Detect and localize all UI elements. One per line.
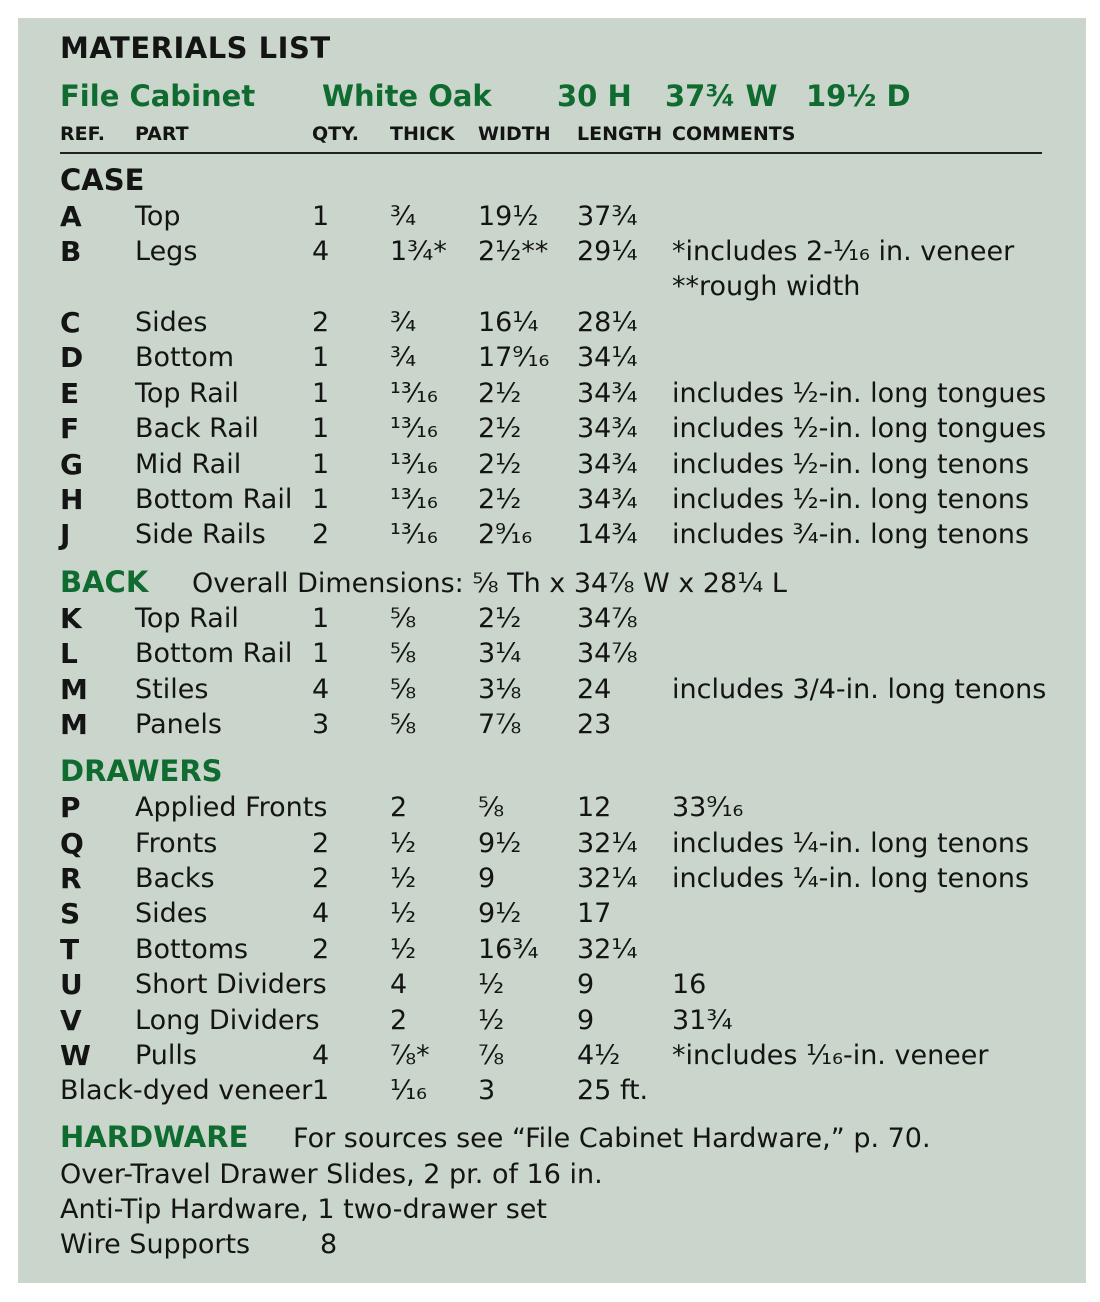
header-part: PART <box>135 123 189 145</box>
part-cell: Back Rail <box>135 413 259 444</box>
length-cell: 34¾ <box>577 378 638 409</box>
width-cell: 3¼ <box>478 638 522 669</box>
thick-cell: ¹³⁄₁₆ <box>390 378 438 409</box>
length-cell: 34⅞ <box>577 603 638 634</box>
header-thick: THICK <box>390 123 455 145</box>
part-cell: Applied Fronts <box>135 792 328 823</box>
hardware-sources-note: For sources see “File Cabinet Hardware,” p. 70. <box>293 1123 931 1154</box>
wood-type: White Oak <box>322 79 492 113</box>
width-cell: 2⁹⁄₁₆ <box>478 519 533 550</box>
comments-cell: *includes 2-¹⁄₁₆ in. veneer <box>672 236 1015 267</box>
width-cell: 2½ <box>478 449 522 480</box>
header-length: LENGTH <box>577 123 663 145</box>
ref-cell: P <box>60 791 81 824</box>
ref-cell: V <box>60 1004 82 1037</box>
thick-cell: 1¾* <box>390 236 447 267</box>
header-ref: REF. <box>60 123 106 145</box>
overall-width: 37¾ W <box>665 79 778 113</box>
part-cell: Mid Rail <box>135 449 242 480</box>
length-cell: 34¾ <box>577 484 638 515</box>
back-overall-dimensions: Overall Dimensions: ⅝ Th x 34⅞ W x 28¼ L <box>192 568 787 599</box>
ref-cell: Q <box>60 827 84 860</box>
part-cell: Long Dividers <box>135 1005 320 1036</box>
thick-cell: ¹⁄₁₆ <box>390 1075 427 1106</box>
qty-cell: 1 <box>312 413 330 444</box>
ref-cell: T <box>60 933 80 966</box>
comments-cell: includes ½-in. long tongues <box>672 378 1047 409</box>
comments-cell: includes ¼-in. long tenons <box>672 863 1030 894</box>
thick-cell: ¾ <box>390 201 417 232</box>
comments-cell: includes ½-in. long tenons <box>672 449 1030 480</box>
thick-cell: ¹³⁄₁₆ <box>390 519 438 550</box>
qty-cell: 1 <box>312 484 330 515</box>
ref-cell: E <box>60 377 80 410</box>
length-cell: 37¾ <box>577 201 638 232</box>
part-cell: Side Rails <box>135 519 266 550</box>
part-cell: Bottom Rail <box>135 484 293 515</box>
thick-cell: ½ <box>478 969 505 1000</box>
qty-cell: 2 <box>312 519 330 550</box>
thick-cell: ½ <box>478 1005 505 1036</box>
hardware-item-qty: 8 <box>320 1229 338 1260</box>
width-cell: 7⅞ <box>478 709 522 740</box>
length-cell: 34⅞ <box>577 638 638 669</box>
hardware-item-label: Wire Supports <box>60 1229 251 1260</box>
ref-cell: C <box>60 306 81 339</box>
hardware-item: Anti-Tip Hardware, 1 two-drawer set <box>60 1194 547 1225</box>
width-cell: ⅞ <box>478 1040 505 1071</box>
width-cell: 2½ <box>478 378 522 409</box>
part-cell: Black-dyed veneer <box>60 1075 313 1106</box>
thick-cell: ½ <box>390 828 417 859</box>
qty-cell: 4 <box>312 236 330 267</box>
hardware-item: Over-Travel Drawer Slides, 2 pr. of 16 in. <box>60 1159 603 1190</box>
width-cell: 9 <box>478 863 496 894</box>
width-cell: 9½ <box>478 828 522 859</box>
width-cell: 9 <box>577 969 595 1000</box>
comments-cell: includes ¾-in. long tenons <box>672 519 1030 550</box>
width-cell: 2½ <box>478 603 522 634</box>
width-cell: 19½ <box>478 201 539 232</box>
thick-cell: ¾ <box>390 342 417 373</box>
part-cell: Legs <box>135 236 198 267</box>
ref-cell: J <box>60 518 71 551</box>
comments-cell: includes ½-in. long tongues <box>672 413 1047 444</box>
thick-cell: ½ <box>390 898 417 929</box>
header-rule <box>60 152 1042 154</box>
thick-cell: ⅝ <box>478 792 505 823</box>
part-cell: Panels <box>135 709 222 740</box>
width-cell: 9½ <box>478 898 522 929</box>
length-cell: 14¾ <box>577 519 638 550</box>
part-cell: Top Rail <box>135 378 239 409</box>
qty-cell: 2 <box>312 934 330 965</box>
section-case-title: CASE <box>60 163 145 197</box>
width-cell: 17⁹⁄₁₆ <box>478 342 550 373</box>
thick-cell: ⅞* <box>390 1040 430 1071</box>
part-cell: Short Dividers <box>135 969 327 1000</box>
qty-cell: 2 <box>390 1005 408 1036</box>
length-cell: 34¾ <box>577 413 638 444</box>
length-cell: 32¼ <box>577 863 638 894</box>
header-width: WIDTH <box>478 123 551 145</box>
length-cell: 4½ <box>577 1040 621 1071</box>
length-cell: 28¼ <box>577 307 638 338</box>
header-qty: QTY. <box>312 123 359 145</box>
qty-cell: 1 <box>312 201 330 232</box>
length-cell: 23 <box>577 709 612 740</box>
length-cell: 17 <box>577 898 612 929</box>
ref-cell: M <box>60 673 88 706</box>
width-cell: 3⅛ <box>478 674 522 705</box>
length-cell: 31¾ <box>672 1005 733 1036</box>
part-cell: Top Rail <box>135 603 239 634</box>
ref-cell: K <box>60 602 82 635</box>
ref-cell: H <box>60 483 84 516</box>
width-cell: 3 <box>478 1075 496 1106</box>
qty-cell: 2 <box>312 828 330 859</box>
length-cell: 34¾ <box>577 449 638 480</box>
qty-cell: 1 <box>312 342 330 373</box>
ref-cell: D <box>60 341 84 374</box>
width-cell: 9 <box>577 1005 595 1036</box>
length-cell: 16 <box>672 969 707 1000</box>
width-cell: 2½ <box>478 484 522 515</box>
part-cell: Pulls <box>135 1040 197 1071</box>
ref-cell: B <box>60 235 82 268</box>
overall-depth: 19½ D <box>806 79 911 113</box>
ref-cell: M <box>60 708 88 741</box>
qty-cell: 4 <box>312 1040 330 1071</box>
ref-cell: L <box>60 637 78 670</box>
width-cell: 16¾ <box>478 934 539 965</box>
width-cell: 2½ <box>478 413 522 444</box>
qty-cell: 1 <box>312 638 330 669</box>
project-name: File Cabinet <box>60 79 256 113</box>
qty-cell: 1 <box>312 378 330 409</box>
length-cell: 24 <box>577 674 612 705</box>
qty-cell: 1 <box>312 449 330 480</box>
length-cell: 32¼ <box>577 828 638 859</box>
thick-cell: ⅝ <box>390 709 417 740</box>
ref-cell: F <box>60 412 80 445</box>
thick-cell: ⅝ <box>390 674 417 705</box>
part-cell: Sides <box>135 307 208 338</box>
part-cell: Bottom <box>135 342 235 373</box>
thick-cell: ⅝ <box>390 603 417 634</box>
length-cell: 34¼ <box>577 342 638 373</box>
ref-cell: U <box>60 968 83 1001</box>
part-cell: Top <box>135 201 181 232</box>
thick-cell: ⅝ <box>390 638 417 669</box>
ref-cell: R <box>60 862 82 895</box>
thick-cell: ½ <box>390 863 417 894</box>
ref-cell: S <box>60 897 81 930</box>
page-title: MATERIALS LIST <box>60 31 331 65</box>
thick-cell: ½ <box>390 934 417 965</box>
overall-height: 30 H <box>557 79 632 113</box>
section-hardware-title: HARDWARE <box>60 1120 249 1154</box>
width-cell: 16¼ <box>478 307 539 338</box>
comments-cell-line2: **rough width <box>672 271 861 302</box>
part-cell: Bottom Rail <box>135 638 293 669</box>
width-cell: 12 <box>577 792 612 823</box>
thick-cell: ¾ <box>390 307 417 338</box>
qty-cell: 4 <box>390 969 408 1000</box>
ref-cell: W <box>60 1039 91 1072</box>
length-cell: 33⁹⁄₁₆ <box>672 792 744 823</box>
qty-cell: 4 <box>312 898 330 929</box>
qty-cell: 2 <box>312 307 330 338</box>
section-drawers-title: DRAWERS <box>60 754 223 788</box>
length-cell: 29¼ <box>577 236 638 267</box>
qty-cell: 2 <box>390 792 408 823</box>
qty-cell: 3 <box>312 709 330 740</box>
part-cell: Stiles <box>135 674 209 705</box>
thick-cell: ¹³⁄₁₆ <box>390 413 438 444</box>
comments-cell: includes ¼-in. long tenons <box>672 828 1030 859</box>
thick-cell: ¹³⁄₁₆ <box>390 449 438 480</box>
header-comments: COMMENTS <box>672 123 796 145</box>
qty-cell: 2 <box>312 863 330 894</box>
qty-cell: 1 <box>312 603 330 634</box>
part-cell: Bottoms <box>135 934 249 965</box>
qty-cell: 4 <box>312 674 330 705</box>
width-cell: 2½** <box>478 236 549 267</box>
part-cell: Sides <box>135 898 208 929</box>
qty-cell: 1 <box>312 1075 330 1106</box>
part-cell: Backs <box>135 863 215 894</box>
part-cell: Fronts <box>135 828 218 859</box>
comments-cell: includes 3/4-in. long tenons <box>672 674 1047 705</box>
ref-cell: G <box>60 448 83 481</box>
comments-cell: *includes ¹⁄₁₆-in. veneer <box>672 1040 989 1071</box>
comments-cell: includes ½-in. long tenons <box>672 484 1030 515</box>
length-cell: 32¼ <box>577 934 638 965</box>
thick-cell: ¹³⁄₁₆ <box>390 484 438 515</box>
length-cell: 25 ft. <box>577 1075 649 1106</box>
section-back-title: BACK <box>60 565 149 599</box>
ref-cell: A <box>60 200 82 233</box>
